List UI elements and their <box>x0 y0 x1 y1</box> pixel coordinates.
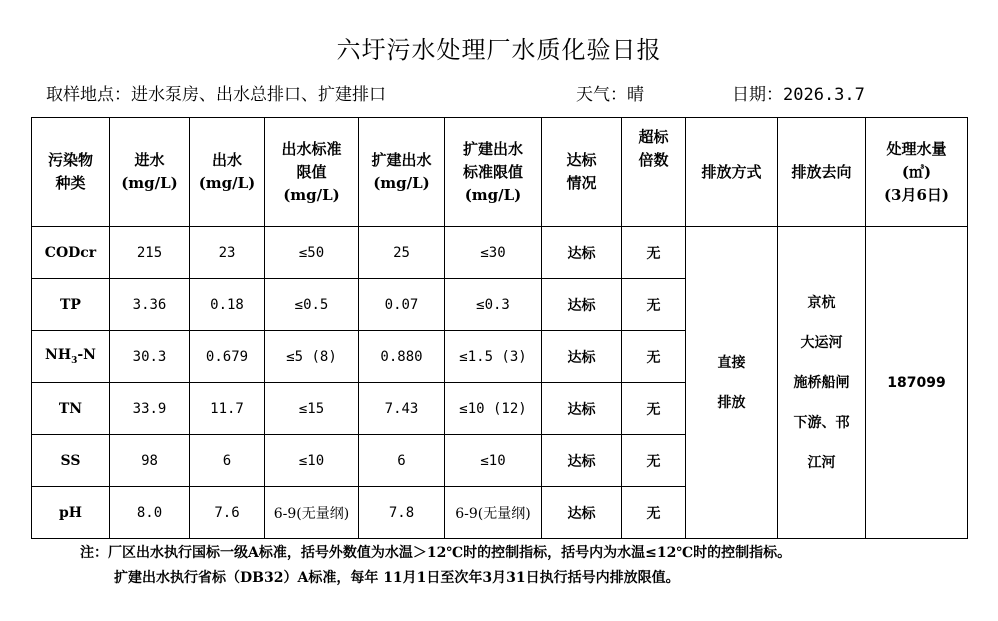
inlet-value: 3.36 <box>110 279 190 331</box>
ext-limit: ≤0.3 <box>445 279 542 331</box>
header-ext-outlet: 扩建出水 (mg/L) <box>359 118 445 227</box>
ext-outlet-value: 0.07 <box>359 279 445 331</box>
pollutant-name: TP <box>32 279 110 331</box>
outlet-value: 7.6 <box>190 487 265 539</box>
outlet-value: 0.18 <box>190 279 265 331</box>
pollutant-name: SS <box>32 435 110 487</box>
header-inlet: 进水 (mg/L) <box>110 118 190 227</box>
header-status: 达标 情况 <box>542 118 622 227</box>
exceed-value: 无 <box>622 487 686 539</box>
note-line: 注：厂区出水执行国标一级A标准，括号外数值为水温＞12℃时的控制指标，括号内为水温≤12℃时的控制指标。 <box>80 545 792 561</box>
ext-limit: ≤10 (12) <box>445 383 542 435</box>
header-exceed: 超标 倍数 <box>622 118 686 227</box>
status-value: 达标 <box>542 435 622 487</box>
water-quality-table <box>31 117 968 539</box>
header-row <box>32 118 968 227</box>
date-value: 2026.3.7 <box>783 85 865 105</box>
pollutant-name: CODcr <box>32 227 110 279</box>
outlet-value: 6 <box>190 435 265 487</box>
exceed-value: 无 <box>622 279 686 331</box>
status-value: 达标 <box>542 487 622 539</box>
status-value: 达标 <box>542 279 622 331</box>
treated-volume: 187099 <box>866 227 968 539</box>
ext-outlet-value: 7.43 <box>359 383 445 435</box>
discharge-method: 直接 排放 <box>686 227 778 539</box>
ext-limit: 6-9(无量纲) <box>445 487 542 539</box>
ext-limit: ≤10 <box>445 435 542 487</box>
outlet-limit: ≤0.5 <box>265 279 359 331</box>
ext-outlet-value: 6 <box>359 435 445 487</box>
note-line: 扩建出水执行省标（DB32）A标准，每年 11月1日至次年3月31日执行括号内排放限值。 <box>114 570 680 586</box>
inlet-value: 30.3 <box>110 331 190 383</box>
outlet-limit: ≤10 <box>265 435 359 487</box>
outlet-value: 0.679 <box>190 331 265 383</box>
status-value: 达标 <box>542 227 622 279</box>
status-value: 达标 <box>542 331 622 383</box>
inlet-value: 215 <box>110 227 190 279</box>
outlet-limit: ≤5 (8) <box>265 331 359 383</box>
pollutant-name: TN <box>32 383 110 435</box>
outlet-value: 11.7 <box>190 383 265 435</box>
inlet-value: 98 <box>110 435 190 487</box>
date-label: 日期： <box>732 85 783 105</box>
exceed-value: 无 <box>622 435 686 487</box>
ext-limit: ≤30 <box>445 227 542 279</box>
exceed-value: 无 <box>622 383 686 435</box>
header-ext-limit: 扩建出水 标准限值 (mg/L) <box>445 118 542 227</box>
header-discharge-to: 排放去向 <box>778 118 866 227</box>
exceed-value: 无 <box>622 227 686 279</box>
header-outlet-limit: 出水标准 限值 (mg/L) <box>265 118 359 227</box>
exceed-value: 无 <box>622 331 686 383</box>
weather: 天气：晴 <box>576 85 644 105</box>
ext-outlet-value: 7.8 <box>359 487 445 539</box>
ext-outlet-value: 25 <box>359 227 445 279</box>
report-date <box>732 80 865 105</box>
pollutant-name: $NH_3-N$ <box>32 331 110 383</box>
header-volume: 处理水量 (㎥) (3月6日) <box>866 118 968 227</box>
outlet-limit: ≤50 <box>265 227 359 279</box>
pollutant-name: pH <box>32 487 110 539</box>
header-discharge-method: 排放方式 <box>686 118 778 227</box>
table-row <box>32 227 968 279</box>
report-notes <box>80 541 791 591</box>
sampling-location: 取样地点：进水泵房、出水总排口、扩建排口 <box>46 85 386 105</box>
inlet-value: 33.9 <box>110 383 190 435</box>
header-outlet: 出水 (mg/L) <box>190 118 265 227</box>
header-pollutant: 污染物 种类 <box>32 118 110 227</box>
outlet-limit: 6-9(无量纲) <box>265 487 359 539</box>
ext-outlet-value: 0.880 <box>359 331 445 383</box>
status-value: 达标 <box>542 383 622 435</box>
ext-limit: ≤1.5 (3) <box>445 331 542 383</box>
outlet-limit: ≤15 <box>265 383 359 435</box>
inlet-value: 8.0 <box>110 487 190 539</box>
discharge-destination: 京杭 大运河 施桥船闸 下游、邗 江河 <box>778 227 866 539</box>
report-title: 六圩污水处理厂水质化验日报 <box>336 36 662 64</box>
outlet-value: 23 <box>190 227 265 279</box>
